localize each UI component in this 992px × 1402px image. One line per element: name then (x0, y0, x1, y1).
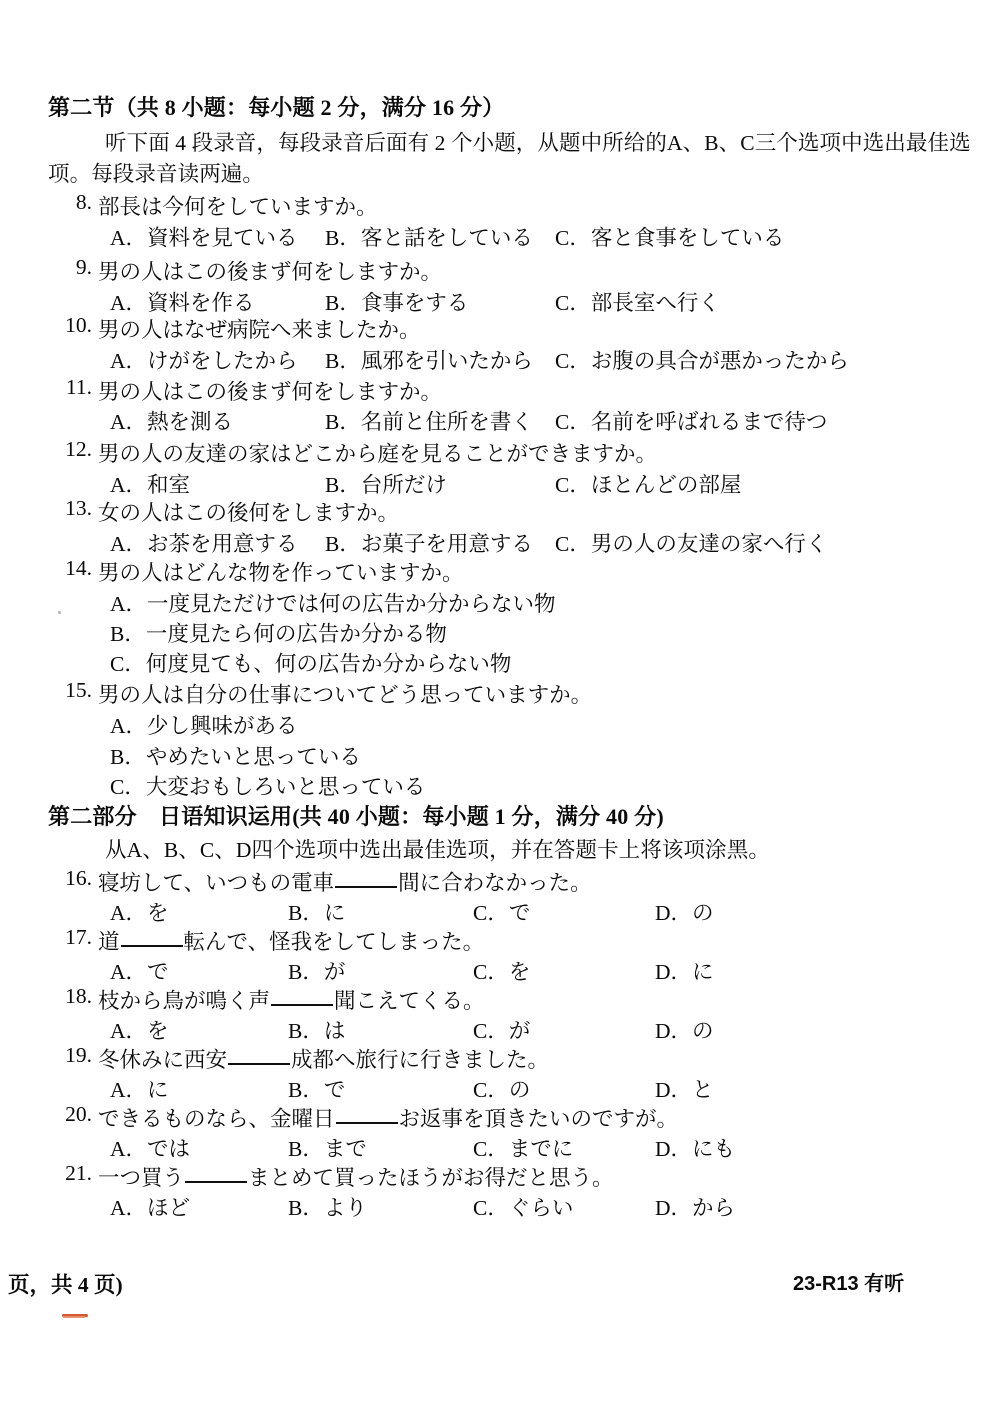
option-a[interactable]: A．を (110, 1019, 169, 1043)
question-14-stem-row (48, 556, 948, 586)
listening-section-heading: 第二节（共 8 小题：每小题 2 分，满分 16 分） (48, 95, 505, 120)
question-15-stem-row (48, 678, 948, 708)
stem-text-after-blank: お返事を頂きたいのですが。 (398, 1107, 679, 1131)
question-number: 19. (65, 1043, 92, 1067)
question-19-options-row (48, 1073, 948, 1103)
question-stem: 男の人はこの後まず何をしますか。 (98, 380, 443, 404)
stem-text-before-blank: 道 (98, 930, 120, 954)
question-stem: 男の人はなぜ病院へ来ましたか。 (98, 318, 421, 342)
question-15-option-b-row (48, 740, 948, 770)
question-18-options-row (48, 1014, 948, 1044)
option-c[interactable]: C．大変おもしろいと思っている (110, 775, 426, 799)
question-13-options-row (48, 527, 948, 557)
option-b[interactable]: B．客と話をしている (325, 226, 533, 250)
scan-speck-artifact (58, 611, 61, 614)
listening-instruction-line-1: 听下面 4 段录音，每段录音后面有 2 个小题，从题中所给的A、B、C三个选项中选出最佳选 (105, 131, 971, 155)
question-20-stem-row (48, 1102, 948, 1132)
question-16-stem-row (48, 866, 948, 896)
question-number: 20. (65, 1102, 92, 1126)
question-stem (98, 866, 592, 897)
question-21-options-row (48, 1191, 948, 1221)
question-20-options-row (48, 1132, 948, 1162)
question-14-option-c-row (48, 647, 948, 677)
question-number: 15. (65, 678, 92, 702)
question-number: 8. (75, 190, 92, 214)
option-c[interactable]: C．名前を呼ばれるまで待つ (555, 410, 828, 434)
question-11-options-row (48, 405, 948, 435)
question-stem: 部長は今何をしていますか。 (98, 195, 378, 219)
option-a[interactable]: A．に (110, 1078, 169, 1102)
question-stem: 男の人の友達の家はどこから庭を見ることができますか。 (98, 442, 658, 466)
option-b[interactable]: B．が (288, 960, 346, 984)
stem-text-before-blank: 冬休みに西安 (98, 1048, 228, 1072)
option-a[interactable]: A．けがをしたから (110, 349, 298, 373)
answer-blank[interactable] (335, 886, 397, 888)
question-stem (98, 1161, 614, 1192)
option-c[interactable]: C．ほとんどの部屋 (555, 473, 742, 497)
question-number: 14. (65, 556, 92, 580)
option-b[interactable]: B．風邪を引いたから (325, 349, 533, 373)
question-stem (98, 925, 484, 956)
option-c[interactable]: C．が (473, 1019, 531, 1043)
option-c[interactable]: C．お腹の具合が悪かったから (555, 349, 849, 373)
question-number: 11. (65, 375, 92, 399)
question-10-options-row (48, 344, 948, 374)
question-number: 17. (65, 925, 92, 949)
option-c[interactable]: C．を (473, 960, 531, 984)
answer-blank[interactable] (271, 1004, 333, 1006)
question-14-option-b-row (48, 617, 948, 647)
stem-text-after-blank: 間に合わなかった。 (398, 871, 592, 895)
option-b[interactable]: B．まで (288, 1137, 367, 1161)
question-number: 18. (65, 984, 92, 1008)
question-14-option-a-row (48, 587, 948, 617)
grammar-section-heading: 第二部分 日语知识运用(共 40 小题：每小题 1 分，满分 40 分) (48, 804, 664, 829)
option-c[interactable]: C．何度見ても、何の広告か分からない物 (110, 652, 512, 676)
question-number: 16. (65, 866, 92, 890)
option-a[interactable]: A．資料を作る (110, 291, 255, 315)
question-19-stem-row (48, 1043, 948, 1073)
page-number-marker: 页，共 4 页) (8, 1273, 123, 1297)
question-12-options-row (48, 468, 948, 498)
option-a[interactable]: A．ほど (110, 1196, 191, 1220)
question-number: 10. (65, 313, 92, 337)
question-number: 21. (65, 1161, 92, 1185)
question-stem: 男の人はどんな物を作っていますか。 (98, 561, 464, 585)
option-c[interactable]: C．までに (473, 1137, 574, 1161)
option-c[interactable]: C．部長室へ行く (555, 291, 720, 315)
option-d[interactable]: D．にも (655, 1137, 736, 1161)
orange-ink-mark-artifact (62, 1314, 88, 1317)
option-a[interactable]: A．お茶を用意する (110, 532, 298, 556)
option-a[interactable]: A．和室 (110, 473, 191, 497)
question-18-stem-row (48, 984, 948, 1014)
stem-text-before-blank: 枝から鳥が鳴く声 (98, 989, 271, 1013)
stem-text-before-blank: できるものなら、金曜日 (98, 1107, 335, 1131)
question-9-stem-row (48, 255, 948, 285)
listening-instruction-line-2: 项。每段录音读两遍。 (48, 162, 265, 186)
answer-blank[interactable] (121, 945, 183, 947)
question-number: 9. (75, 255, 92, 279)
option-a[interactable]: A．少し興味がある (110, 714, 298, 738)
option-c[interactable]: C．客と食事をしている (555, 226, 785, 250)
option-d[interactable]: D．の (655, 1019, 714, 1043)
option-d[interactable]: D．に (655, 960, 714, 984)
option-a[interactable]: A．資料を見ている (110, 226, 298, 250)
option-c[interactable]: C．男の人の友達の家へ行く (555, 532, 828, 556)
option-a[interactable]: A．では (110, 1137, 191, 1161)
option-b[interactable]: B．名前と住所を書く (325, 410, 533, 434)
question-16-options-row (48, 896, 948, 926)
answer-blank[interactable] (228, 1063, 290, 1065)
stem-text-after-blank: 聞こえてくる。 (334, 989, 485, 1013)
option-d[interactable]: D．から (655, 1196, 736, 1220)
question-9-options-row (48, 286, 948, 316)
option-d[interactable]: D．の (655, 901, 714, 925)
question-10-stem-row (48, 313, 948, 343)
answer-blank[interactable] (185, 1181, 247, 1183)
option-b[interactable]: B．台所だけ (325, 473, 447, 497)
question-15-option-a-row (48, 709, 948, 739)
question-stem: 男の人はこの後まず何をしますか。 (98, 260, 443, 284)
question-11-stem-row (48, 375, 948, 405)
option-b[interactable]: B．より (288, 1196, 367, 1220)
paper-code: 23-R13 有听 (793, 1273, 905, 1295)
option-a[interactable]: A．一度見ただけでは何の広告か分からない物 (110, 592, 556, 616)
question-number: 13. (65, 496, 92, 520)
option-a[interactable]: A．熱を測る (110, 410, 234, 434)
option-d[interactable]: D．と (655, 1078, 714, 1102)
question-13-stem-row (48, 496, 948, 526)
option-a[interactable]: A．で (110, 960, 169, 984)
option-b[interactable]: B．一度見たら何の広告か分かる物 (110, 622, 447, 646)
option-b[interactable]: B．で (288, 1078, 346, 1102)
question-stem: 女の人はこの後何をしますか。 (98, 501, 400, 525)
question-17-stem-row (48, 925, 948, 955)
stem-text-after-blank: まとめて買ったほうがお得だと思う。 (248, 1166, 614, 1190)
option-a[interactable]: A．を (110, 901, 169, 925)
option-c[interactable]: C．ぐらい (473, 1196, 574, 1220)
question-stem (98, 1043, 549, 1074)
stem-text-after-blank: 成都へ旅行に行きました。 (291, 1048, 550, 1072)
option-c[interactable]: C．の (473, 1078, 531, 1102)
answer-blank[interactable] (336, 1122, 398, 1124)
question-12-stem-row (48, 437, 948, 467)
question-8-options-row (48, 221, 948, 251)
stem-text-after-blank: 転んで、怪我をしてしまった。 (183, 930, 485, 954)
question-15-option-c-row (48, 770, 948, 800)
option-b[interactable]: B．に (288, 901, 346, 925)
stem-text-before-blank: 寝坊して、いつもの電車 (98, 871, 335, 895)
option-c[interactable]: C．で (473, 901, 531, 925)
option-b[interactable]: B．食事をする (325, 291, 469, 315)
option-b[interactable]: B．やめたいと思っている (110, 745, 361, 769)
option-b[interactable]: B．お菓子を用意する (325, 532, 533, 556)
question-17-options-row (48, 955, 948, 985)
option-b[interactable]: B．は (288, 1019, 346, 1043)
stem-text-before-blank: 一つ買う (98, 1166, 185, 1190)
question-number: 12. (65, 437, 92, 461)
question-stem (98, 984, 485, 1015)
question-8-stem-row (48, 190, 948, 220)
question-stem (98, 1102, 678, 1133)
question-21-stem-row (48, 1161, 948, 1191)
question-stem: 男の人は自分の仕事についてどう思っていますか。 (98, 683, 593, 707)
grammar-instruction: 从A、B、C、D四个选项中选出最佳选项，并在答题卡上将该项涂黑。 (105, 838, 770, 862)
